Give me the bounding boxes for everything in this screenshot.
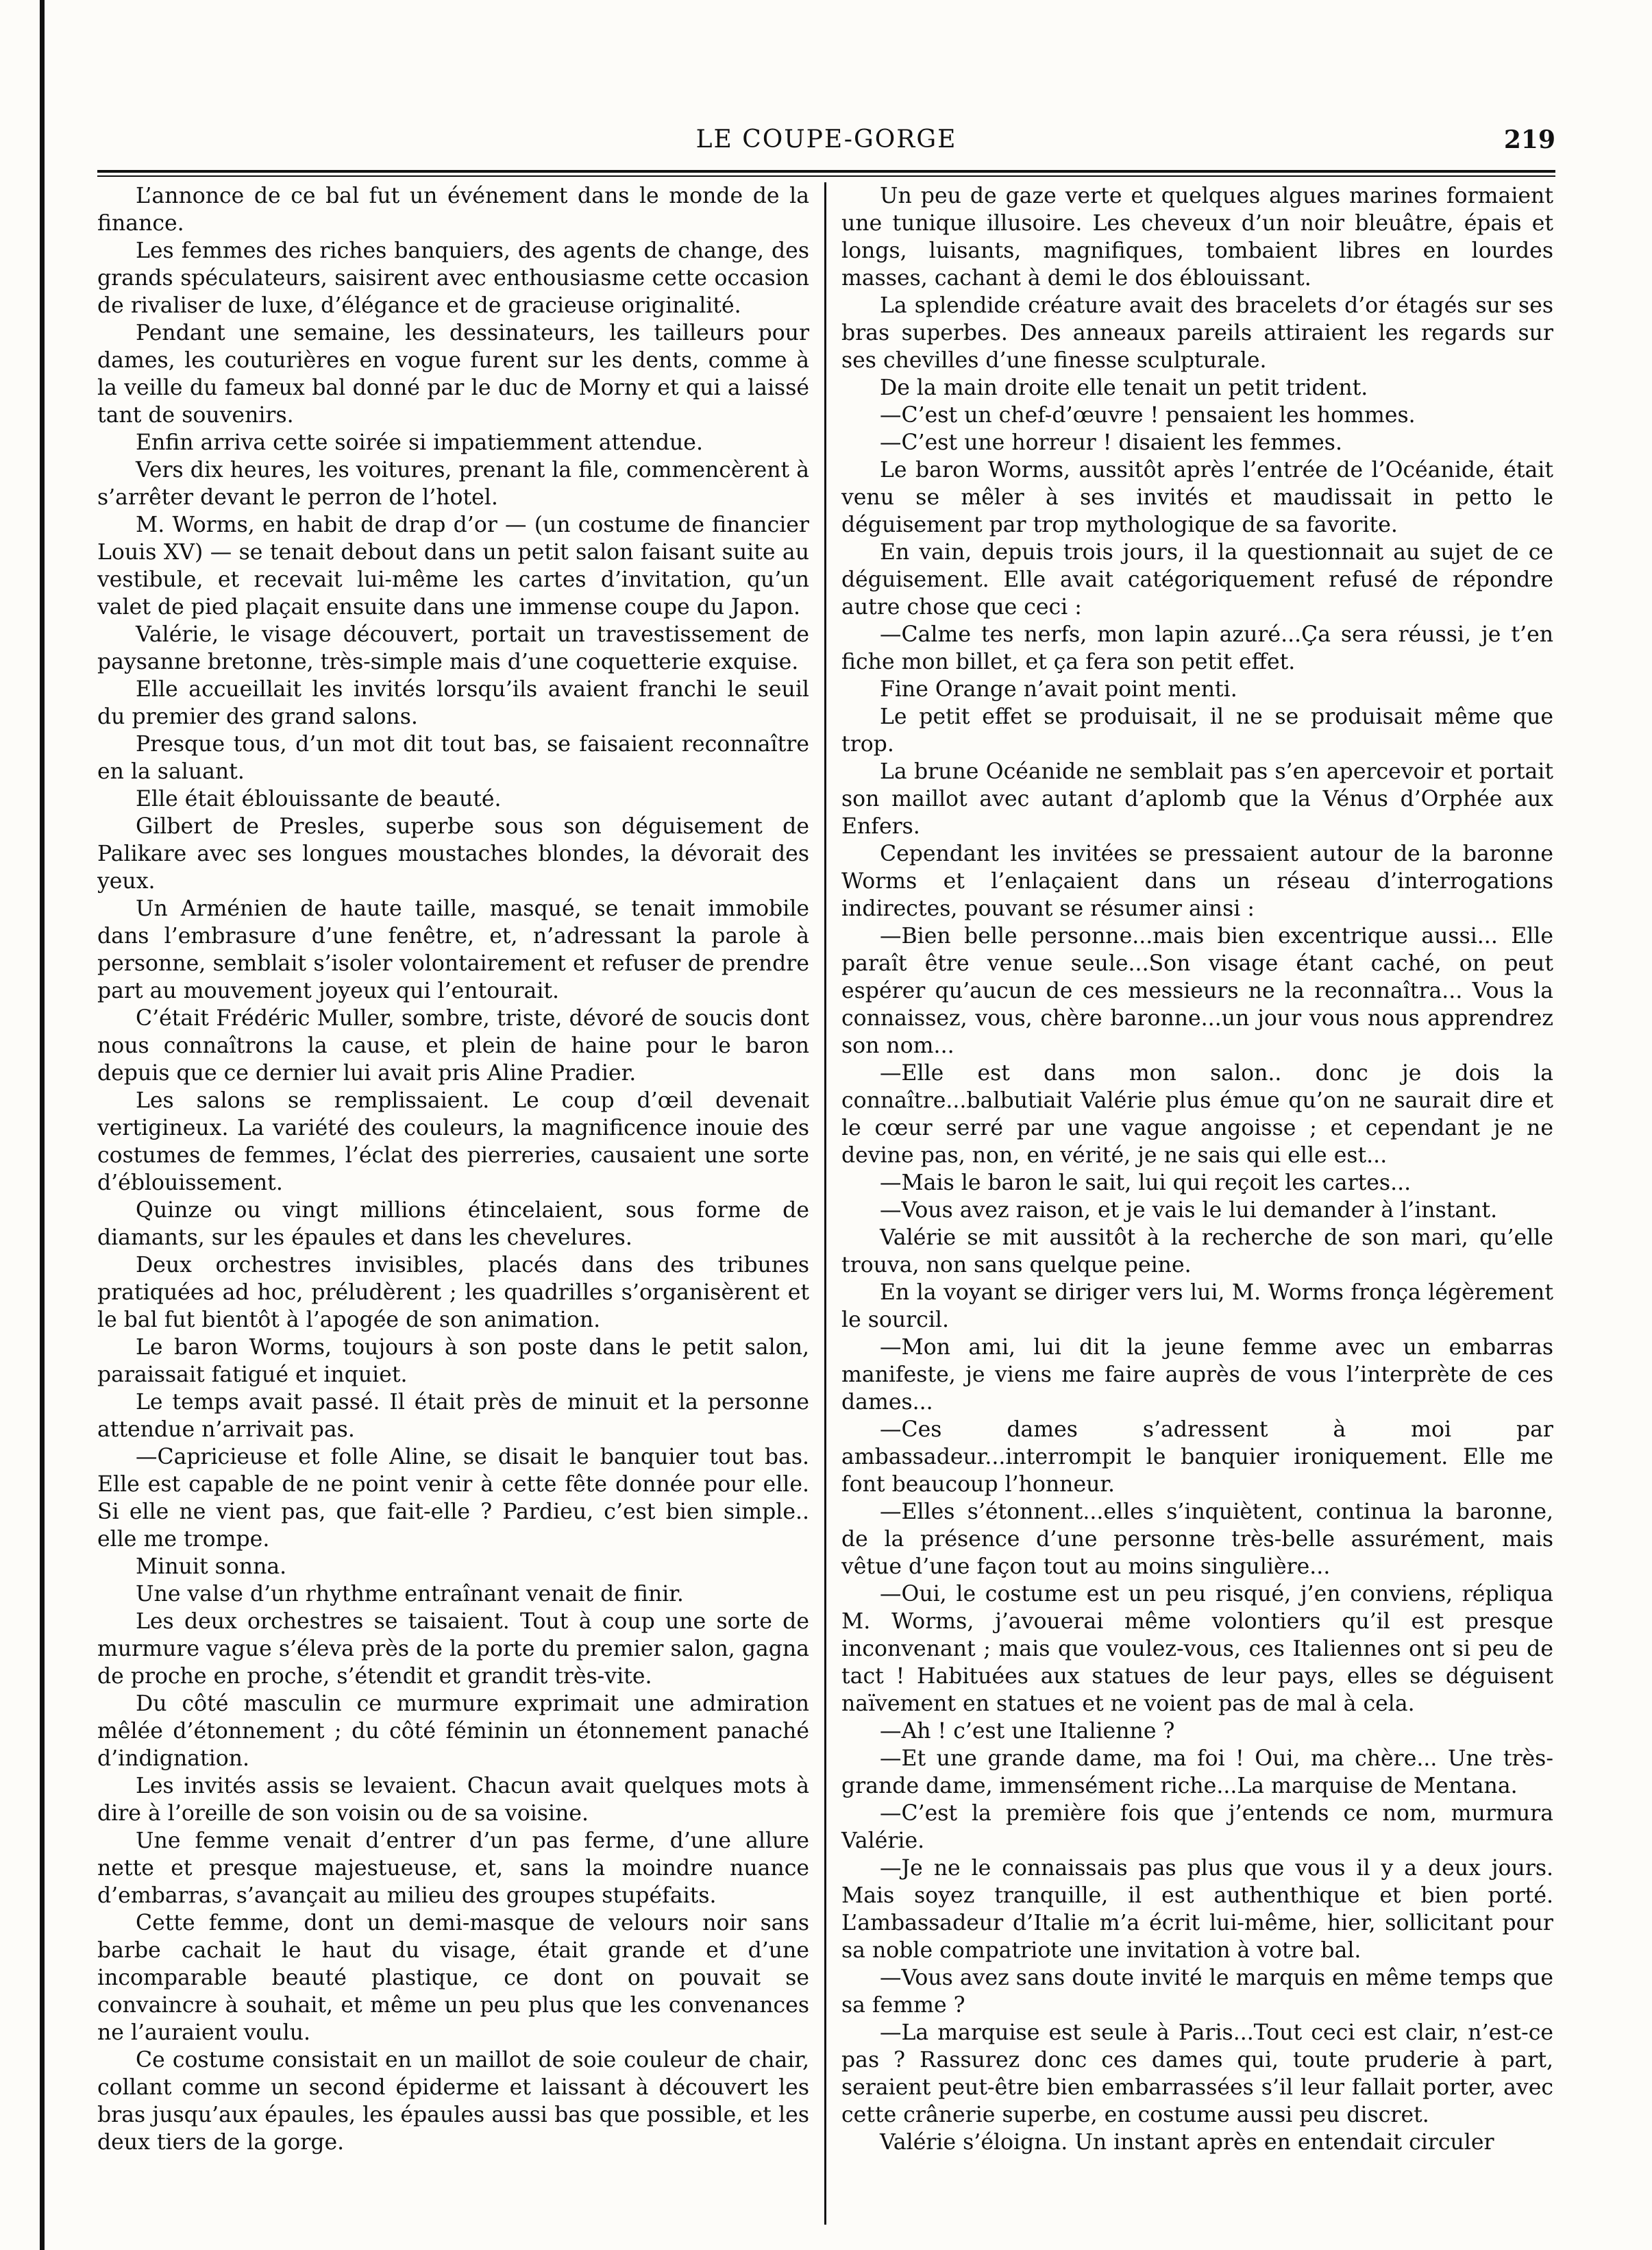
paragraph: Les salons se remplissaient. Le coup d’œil devenait vertigineux. La variété des couleurs, la magnificence inouie des costumes de femmes, l’éclat des pierreries, causaient une sorte d’éblouissement. (97, 1088, 809, 1195)
paragraph: —Capricieuse et folle Aline, se disait le banquier tout bas. Elle est capable de ne point venir à cette fête donnée pour elle. Si elle ne vient pas, que fait-elle ? Pardieu, c’est bien simple.. elle me trompe. (97, 1445, 809, 1552)
running-head (97, 125, 1555, 164)
paragraph: Minuit sonna. (136, 1554, 287, 1579)
paragraph: Les deux orchestres se taisaient. Tout à coup une sorte de murmure vague s’éleva près de la porte du premier salon, gagna de proche en proche, s’étendit et grandit très-vite. (97, 1609, 809, 1689)
page-number: 219 (1503, 125, 1555, 154)
paragraph: Les femmes des riches banquiers, des agents de change, des grands spéculateurs, saisirent avec enthousiasme cette occasion de rivaliser de luxe, d’élégance et de gracieuse originalité. (97, 239, 809, 318)
paragraph: —Je ne le connaissais pas plus que vous il y a deux jours. Mais soyez tranquille, il est authenthique et bien porté. L’ambassadeur d’Italie m’a écrit lui-même, hier, sollicitant pour sa noble compatriote une invitation à votre bal. (841, 1856, 1553, 1963)
right-column (826, 182, 1553, 2225)
paragraph: M. Worms, en habit de drap d’or — (un costume de financier Louis XV) — se tenait debout dans un petit salon faisant suite au vestibule, et recevait lui-même les cartes d’invitation, qu’un valet de pied plaçait ensuite dans une immense coupe du Japon. (97, 513, 809, 620)
paragraph: Gilbert de Presles, superbe sous son déguisement de Palikare avec ses longues moustaches blondes, la dévorait des yeux. (97, 814, 809, 894)
paragraph: Elle accueillait les invités lorsqu’ils avaient franchi le seuil du premier des grand salons. (97, 677, 809, 729)
paragraph: Un Arménien de haute taille, masqué, se tenait immobile dans l’embrasure d’une fenêtre, et, n’adressant la parole à personne, semblait s’isoler volontairement et refuser de prendre part au mouvement joyeux qui l’entourait. (97, 896, 809, 1003)
paragraph: Valérie se mit aussitôt à la recherche de son mari, qu’elle trouva, non sans quelque peine. (841, 1225, 1553, 1277)
running-title: LE COUPE-GORGE (695, 125, 957, 154)
paragraph: —Elles s’étonnent...elles s’inquiètent, continua la baronne, de la présence d’une personne très-belle assurément, mais vêtue d’une façon tout au moins singulière... (841, 1500, 1553, 1579)
paragraph: Deux orchestres invisibles, placés dans des tribunes pratiquées ad hoc, préludèrent ; les quadrilles s’organisèrent et le bal fut bientôt à l’apogée de son animation. (97, 1253, 809, 1332)
paragraph: Une femme venait d’entrer d’un pas ferme, d’une allure nette et presque majestueuse, et, sans la moindre nuance d’embarras, s’avançait au milieu des groupes stupéfaits. (97, 1829, 809, 1908)
paragraph: —Ah ! c’est une Italienne ? (880, 1719, 1175, 1744)
paragraph: Elle était éblouissante de beauté. (136, 787, 502, 811)
left-column (97, 182, 824, 2225)
paragraph: Un peu de gaze verte et quelques algues marines formaient une tunique illusoire. Les cheveux d’un noir bleuâtre, épais et longs, luisants, magnifiques, tombaient libres en lourdes masses, cachant à demi le dos éblouissant. (841, 184, 1553, 291)
paragraph: Presque tous, d’un mot dit tout bas, se faisaient reconnaître en la saluant. (97, 732, 809, 784)
paragraph: Fine Orange n’avait point menti. (880, 677, 1237, 702)
paragraph: —Et une grande dame, ma foi ! Oui, ma chère... Une très-grande dame, immensément riche...La marquise de Mentana. (841, 1746, 1553, 1798)
paragraph: C’était Frédéric Muller, sombre, triste, dévoré de soucis dont nous connaîtrons la cause, et plein de haine pour le baron depuis que ce dernier lui avait pris Aline Pradier. (97, 1006, 809, 1086)
paragraph: La brune Océanide ne semblait pas s’en apercevoir et portait son maillot avec autant d’aplomb que la Vénus d’Orphée aux Enfers. (841, 759, 1553, 839)
paragraph: —Ces dames s’adressent à moi par ambassadeur...interrompit le banquier ironiquement. Elle me font beaucoup l’honneur. (841, 1417, 1553, 1497)
paragraph: Une valse d’un rhythme entraînant venait de finir. (136, 1582, 684, 1606)
paragraph: —Oui, le costume est un peu risqué, j’en conviens, répliqua M. Worms, j’avouerai même volontiers qu’il est presque inconvenant ; mais que voulez-vous, ces Italiennes ont si peu de tact ! Habituées aux statues de leur pays, elles se déguisent naïvement en statues et ne voient pas de mal à cela. (841, 1582, 1553, 1716)
paragraph: Cette femme, dont un demi-masque de velours noir sans barbe cachait le haut du visage, était grande et d’une incomparable beauté plastique, ce dont on pouvait se convaincre à souhait, et même un peu plus que les convenances ne l’auraient voulu. (97, 1911, 809, 2045)
paragraph: —Elle est dans mon salon.. donc je dois la connaître...balbutiait Valérie plus émue qu’on ne saurait dire et le cœur serré par une vague angoisse ; et cependant je ne devine pas, non, en vérité, je ne sais qui elle est... (841, 1061, 1553, 1168)
paragraph: Cependant les invitées se pressaient autour de la baronne Worms et l’enlaçaient dans un réseau d’interrogations indirectes, pouvant se résumer ainsi : (841, 842, 1553, 921)
paragraph: Valérie, le visage découvert, portait un travestissement de paysanne bretonne, très-simple mais d’une coquetterie exquise. (97, 622, 809, 674)
paragraph: Vers dix heures, les voitures, prenant la file, commencèrent à s’arrêter devant le perron de l’hotel. (97, 458, 809, 510)
paragraph: —La marquise est seule à Paris...Tout ceci est clair, n’est-ce pas ? Rassurez donc ces dames qui, toute pruderie à part, seraient peut-être bien embarrassées s’il leur fallait porter, avec cette crânerie superbe, en costume aussi peu discret. (841, 2020, 1553, 2127)
paragraph: —Bien belle personne...mais bien excentrique aussi... Elle paraît être venue seule...Son visage étant caché, on peut espérer qu’aucun de ces messieurs ne la reconnaîtra... Vous la connaissez, vous, chère baronne...un jour vous nous apprendrez son nom... (841, 924, 1553, 1058)
paragraph: —Vous avez raison, et je vais le lui demander à l’instant. (880, 1198, 1498, 1223)
paragraph: Quinze ou vingt millions étincelaient, sous forme de diamants, sur les épaules et dans les chevelures. (97, 1198, 809, 1250)
paragraph: La splendide créature avait des bracelets d’or étagés sur ses bras superbes. Des anneaux pareils attiraient les regards sur ses chevilles d’une finesse sculpturale. (841, 293, 1553, 373)
paragraph: Ce costume consistait en un maillot de soie couleur de chair, collant comme un second épiderme et laissant à découvert les bras jusqu’aux épaules, les épaules aussi bas que possible, et les deux tiers de la gorge. (97, 2048, 809, 2155)
paragraph: Pendant une semaine, les dessinateurs, les tailleurs pour dames, les couturières en vogue furent sur les dents, comme à la veille du fameux bal donné par le duc de Morny et qui a laissé tant de souvenirs. (97, 321, 809, 428)
paragraph: —Vous avez sans doute invité le marquis en même temps que sa femme ? (841, 1966, 1553, 2018)
paragraph: —C’est la première fois que j’entends ce nom, murmura Valérie. (841, 1801, 1553, 1853)
paragraph: —C’est une horreur ! disaient les femmes. (880, 430, 1342, 455)
paragraph: Les invités assis se levaient. Chacun avait quelques mots à dire à l’oreille de son voisin ou de sa voisine. (97, 1774, 809, 1826)
header-rule-thin (97, 175, 1555, 177)
book-page (97, 125, 1555, 2229)
paragraph: Le temps avait passé. Il était près de minuit et la personne attendue n’arrivait pas. (97, 1390, 809, 1442)
paragraph: Du côté masculin ce murmure exprimait une admiration mêlée d’étonnement ; du côté féminin un étonnement panaché d’indignation. (97, 1691, 809, 1771)
text-columns (97, 182, 1555, 2225)
paragraph: En la voyant se diriger vers lui, M. Worms fronça légèrement le sourcil. (841, 1280, 1553, 1332)
binding-edge-line (40, 0, 45, 2250)
paragraph: De la main droite elle tenait un petit trident. (880, 376, 1368, 400)
paragraph: —Calme tes nerfs, mon lapin azuré...Ça sera réussi, je t’en fiche mon billet, et ça fera son petit effet. (841, 622, 1553, 674)
paragraph: En vain, depuis trois jours, il la questionnait au sujet de ce déguisement. Elle avait catégoriquement refusé de répondre autre chose que ceci : (841, 540, 1553, 620)
paragraph: —C’est un chef-d’œuvre ! pensaient les hommes. (880, 403, 1416, 428)
paragraph: —Mon ami, lui dit la jeune femme avec un embarras manifeste, je viens me faire auprès de vous l’interprète de ces dames... (841, 1335, 1553, 1415)
paragraph: Enfin arriva cette soirée si impatiemment attendue. (136, 430, 703, 455)
paragraph: L’annonce de ce bal fut un événement dans le monde de la finance. (97, 184, 809, 236)
paragraph: Le baron Worms, aussitôt après l’entrée de l’Océanide, était venu se mêler à ses invités et maudissait in petto le déguisement par trop mythologique de sa favorite. (841, 458, 1553, 537)
paragraph: —Mais le baron le sait, lui qui reçoit les cartes... (880, 1171, 1411, 1195)
paragraph: Le baron Worms, toujours à son poste dans le petit salon, paraissait fatigué et inquiet. (97, 1335, 809, 1387)
paragraph: Le petit effet se produisait, il ne se produisait même que trop. (841, 705, 1553, 757)
header-rule-thick (97, 170, 1555, 173)
paragraph: Valérie s’éloigna. Un instant après en entendait circuler (880, 2130, 1494, 2155)
